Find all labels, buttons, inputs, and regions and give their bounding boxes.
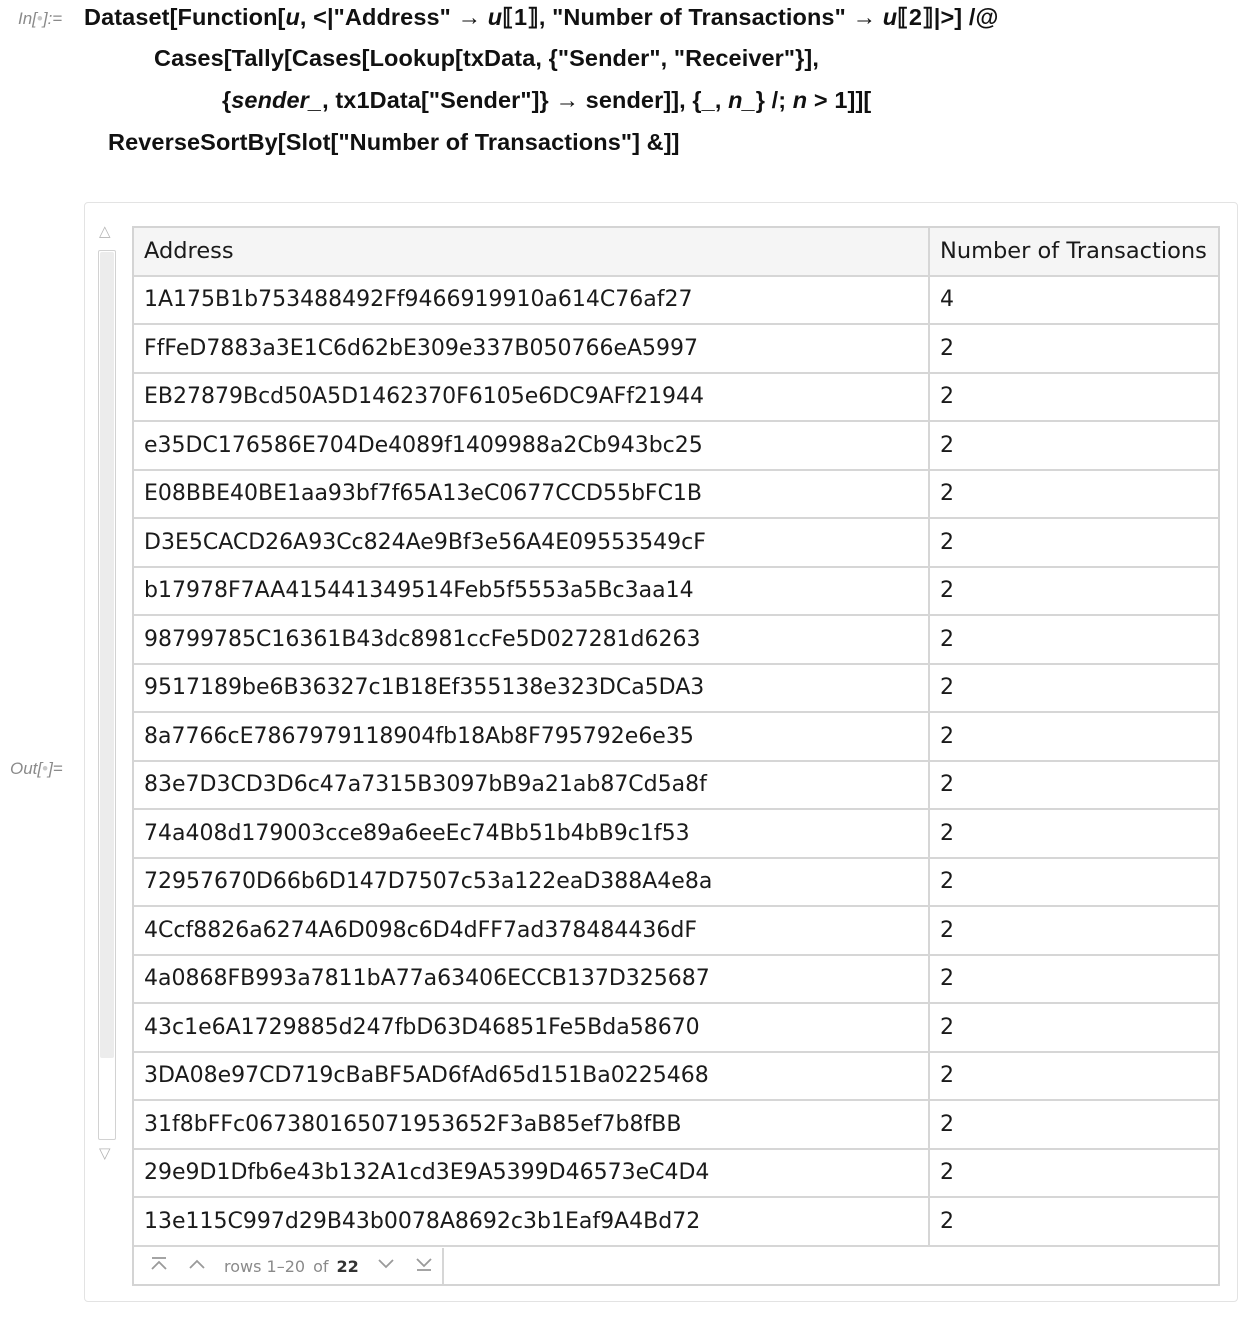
transaction-count-cell: 2 bbox=[940, 1063, 954, 1089]
address-cell: 4Ccf8826a6274A6D098c6D4dFF7ad378484436dF bbox=[144, 917, 697, 943]
scroll-down-icon[interactable]: ▽ bbox=[99, 1144, 111, 1162]
rows-of-label: of bbox=[313, 1256, 329, 1276]
address-cell: b17978F7AA415441349514Feb5f5553a5Bc3aa14 bbox=[144, 578, 694, 604]
rows-total-count: 22 bbox=[336, 1256, 359, 1276]
address-cell: 8a7766cE7867979118904fb18Ab8F795792e6e35 bbox=[144, 723, 694, 749]
last-page-icon[interactable] bbox=[411, 1256, 437, 1277]
transaction-count-cell: 2 bbox=[940, 1014, 954, 1040]
scroll-up-icon[interactable]: △ bbox=[99, 222, 111, 240]
table-row[interactable] bbox=[134, 568, 1218, 617]
input-code-line-3[interactable]: {sender_, tx1Data["Sender"]} → sender]], {_, n_} /; n > 1]][ bbox=[222, 87, 872, 113]
address-cell: 29e9D1Dfb6e43b132A1cd3E9A5399D46573eC4D4 bbox=[144, 1160, 710, 1186]
transaction-count-cell: 2 bbox=[940, 1111, 954, 1137]
address-cell: e35DC176586E704De4089f1409988a2Cb943bc25 bbox=[144, 432, 703, 458]
table-row[interactable] bbox=[134, 471, 1218, 520]
transaction-count-cell: 2 bbox=[940, 772, 954, 798]
table-row[interactable] bbox=[134, 1004, 1218, 1053]
table-row[interactable] bbox=[134, 519, 1218, 568]
table-row[interactable] bbox=[134, 1150, 1218, 1199]
next-page-icon[interactable] bbox=[373, 1256, 399, 1277]
table-row[interactable] bbox=[134, 665, 1218, 714]
transaction-count-cell: 2 bbox=[940, 481, 954, 507]
table-row[interactable] bbox=[134, 1198, 1218, 1247]
transaction-count-cell: 2 bbox=[940, 578, 954, 604]
scrollbar-thumb[interactable] bbox=[100, 252, 114, 1058]
transaction-count-cell: 2 bbox=[940, 820, 954, 846]
transaction-count-cell: 2 bbox=[940, 626, 954, 652]
address-cell: D3E5CACD26A93Cc824Ae9Bf3e56A4E09553549cF bbox=[144, 529, 706, 555]
transaction-count-cell: 2 bbox=[940, 1208, 954, 1234]
address-cell: 4a0868FB993a7811bA77a63406ECCB137D325687 bbox=[144, 966, 710, 992]
address-cell: 43c1e6A1729885d247fbD63D46851Fe5Bda58670 bbox=[144, 1014, 700, 1040]
address-cell: 3DA08e97CD719cBaBF5AD6fAd65d151Ba0225468 bbox=[144, 1063, 709, 1089]
table-row[interactable] bbox=[134, 762, 1218, 811]
table-row[interactable] bbox=[134, 1053, 1218, 1102]
column-header-number-of-transactions[interactable]: Number of Transactions bbox=[940, 238, 1207, 265]
transaction-count-cell: 2 bbox=[940, 335, 954, 361]
address-cell: FfFeD7883a3E1C6d62bE309e337B050766eA5997 bbox=[144, 335, 699, 361]
transaction-count-cell: 2 bbox=[940, 1160, 954, 1186]
rows-range-label: rows 1–20 bbox=[224, 1256, 306, 1276]
table-row[interactable] bbox=[134, 907, 1218, 956]
input-code-line-2[interactable]: Cases[Tally[Cases[Lookup[txData, {"Sender", "Receiver"}], bbox=[154, 45, 819, 71]
table-row[interactable] bbox=[134, 956, 1218, 1005]
address-cell: 13e115C997d29B43b0078A8692c3b1Eaf9A4Bd72 bbox=[144, 1208, 701, 1234]
transaction-count-cell: 2 bbox=[940, 384, 954, 410]
first-page-icon[interactable] bbox=[146, 1256, 172, 1277]
table-row[interactable] bbox=[134, 277, 1218, 326]
transaction-count-cell: 2 bbox=[940, 675, 954, 701]
pagination-bar bbox=[134, 1248, 1218, 1284]
address-cell: 72957670D66b6D147D7507c53a122eaD388A4e8a bbox=[144, 869, 713, 895]
column-divider bbox=[928, 228, 930, 1246]
table-row[interactable] bbox=[134, 325, 1218, 374]
table-header-row bbox=[134, 228, 1218, 277]
address-cell: 9517189be6B36327c1B18Ef355138e323DCa5DA3 bbox=[144, 675, 705, 701]
transaction-count-cell: 2 bbox=[940, 966, 954, 992]
table-row[interactable] bbox=[134, 810, 1218, 859]
table-row[interactable] bbox=[134, 1101, 1218, 1150]
transaction-count-cell: 2 bbox=[940, 432, 954, 458]
transaction-count-cell: 2 bbox=[940, 917, 954, 943]
table-row[interactable] bbox=[134, 713, 1218, 762]
address-cell: 98799785C16361B43dc8981ccFe5D027281d6263 bbox=[144, 626, 701, 652]
transaction-count-cell: 2 bbox=[940, 529, 954, 555]
dataset-table bbox=[132, 226, 1220, 1286]
prev-page-icon[interactable] bbox=[184, 1256, 210, 1277]
address-cell: EB27879Bcd50A5D1462370F6105e6DC9AFf21944 bbox=[144, 384, 705, 410]
output-label: Out[•]= bbox=[10, 759, 63, 778]
transaction-count-cell: 4 bbox=[940, 287, 954, 313]
transaction-count-cell: 2 bbox=[940, 723, 954, 749]
transaction-count-cell: 2 bbox=[940, 869, 954, 895]
pagination-divider bbox=[442, 1248, 444, 1284]
input-label: In[•]:= bbox=[18, 9, 63, 28]
table-row[interactable] bbox=[134, 859, 1218, 908]
table-row[interactable] bbox=[134, 374, 1218, 423]
address-cell: E08BBE40BE1aa93bf7f65A13eC0677CCD55bFC1B bbox=[144, 481, 703, 507]
input-code-line-4[interactable]: ReverseSortBy[Slot["Number of Transactions"] &]] bbox=[108, 129, 680, 155]
address-cell: 74a408d179003cce89a6eeEc74Bb51b4bB9c1f53 bbox=[144, 820, 690, 846]
column-header-address[interactable]: Address bbox=[144, 238, 234, 265]
address-cell: 83e7D3CD3D6c47a7315B3097bB9a21ab87Cd5a8f bbox=[144, 772, 707, 798]
address-cell: 31f8bFFc067380165071953652F3aB85ef7b8fBB bbox=[144, 1111, 682, 1137]
table-row[interactable] bbox=[134, 422, 1218, 471]
input-code-line-1[interactable]: Dataset[Function[u, <|"Address" → u⟦1⟧, "Number of Transactions" → u⟦2⟧|>] /@ bbox=[84, 4, 999, 30]
table-row[interactable] bbox=[134, 616, 1218, 665]
vertical-scrollbar[interactable] bbox=[98, 250, 116, 1140]
address-cell: 1A175B1b753488492Ff9466919910a614C76af27 bbox=[144, 287, 693, 313]
